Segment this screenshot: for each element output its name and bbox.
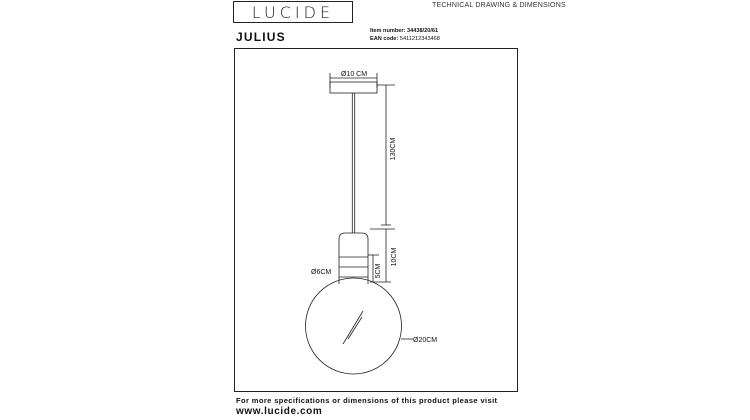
cable-length-label: 130CM	[390, 137, 397, 161]
socket-diameter-label: Ø6CM	[311, 269, 332, 276]
canopy	[330, 82, 377, 93]
globe-diameter-label: Ø20CM	[413, 337, 438, 344]
technical-drawing	[235, 49, 519, 393]
footer-note: For more specifications or dimensions of this product please visit	[236, 396, 498, 405]
drawing-frame	[234, 48, 518, 392]
ean-code	[370, 36, 440, 43]
item-number-label: Item number:	[370, 28, 406, 34]
document-type: TECHNICAL DRAWING & DIMENSIONS	[432, 2, 566, 9]
socket-height-label: 10CM	[391, 247, 398, 267]
socket-lower-label: 5CM	[375, 263, 382, 279]
ean-value: 5411212343468	[399, 36, 440, 42]
item-number	[370, 28, 438, 35]
canopy-diameter-label: Ø10 CM	[341, 71, 368, 78]
logo-text: LUCIDE	[251, 2, 335, 22]
ean-label: EAN code:	[370, 36, 399, 42]
brand-logo	[233, 1, 353, 23]
website-link[interactable]: www.lucide.com	[236, 406, 323, 417]
glass-highlight-1	[343, 311, 363, 344]
glass-highlight-2	[348, 317, 362, 339]
product-name: JULIUS	[236, 30, 286, 44]
item-number-value: 34438/20/61	[407, 28, 439, 34]
socket	[339, 233, 368, 284]
